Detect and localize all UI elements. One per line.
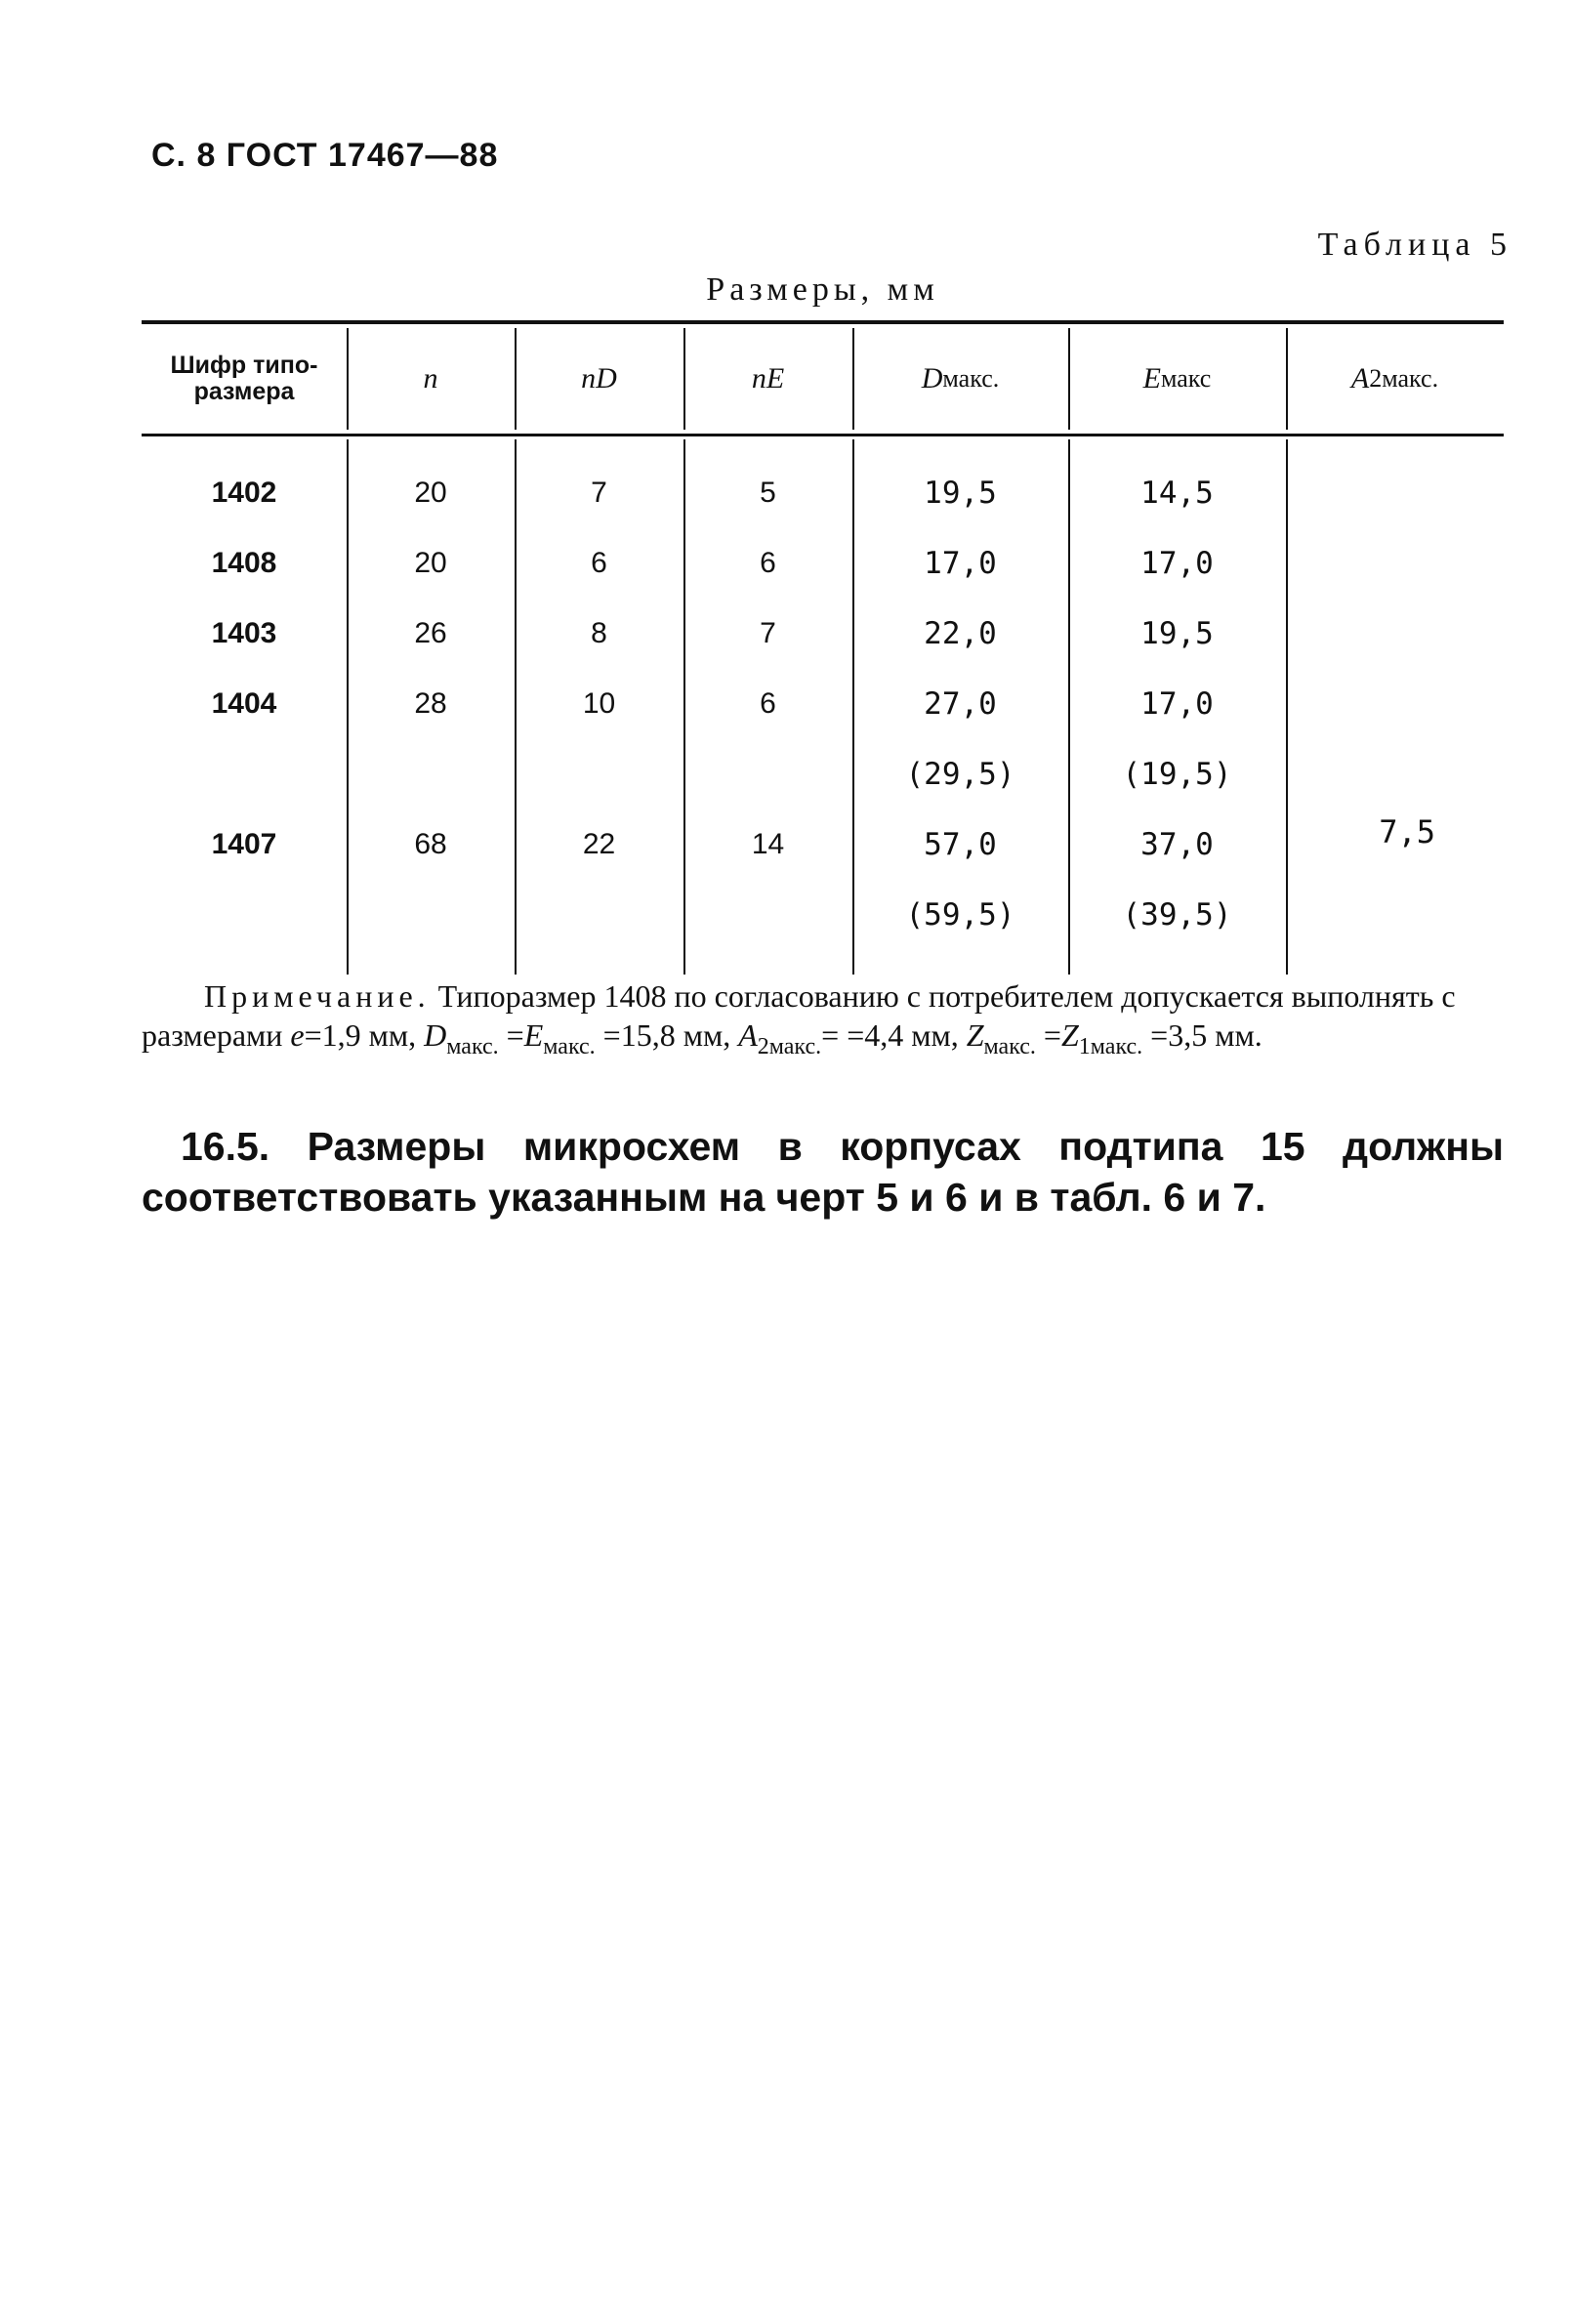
cell-A2-max [1286,458,1504,528]
header-nD-symbol: n [581,362,597,394]
header-n-symbol: n [423,362,438,394]
note-subscript: 2макс. [757,1034,822,1059]
cell-D-max: 17,0 [924,546,997,581]
cell-D-max: (59,5) [905,897,1015,933]
cell-nE [683,739,852,809]
cell-A2-max-value: 7,5 [1379,813,1435,851]
section-paragraph [142,1121,1504,1223]
cell-n [347,880,515,950]
cell-nD [515,880,683,950]
cell-A2-max [1286,669,1504,739]
cell-D-max: 27,0 [924,686,997,722]
note-text: =1,9 мм, [304,1017,425,1053]
table-caption: Размеры, мм [706,271,939,308]
cell-D-max: 22,0 [924,616,997,651]
paragraph-text: 16.5. Размеры микросхем в корпусах подтипа 15 должны соответствовать указанным на черт 5 и 6 и в табл. 6 и 7. [142,1124,1504,1220]
cell-code: 1408 [211,547,277,579]
header-E-symbol: E [1142,362,1161,394]
cell-code: 1402 [211,477,277,509]
cell-E-max: (39,5) [1122,897,1232,933]
header-nE [683,324,852,434]
cell-nD: 22 [582,828,616,860]
header-nD [515,324,683,434]
cell-nE [683,880,852,950]
note-text: = [1035,1017,1061,1053]
cell-n: 26 [414,617,447,649]
note-symbol-D: D [424,1017,447,1053]
cell-nD: 7 [591,477,607,509]
note-symbol-Z1: Z [1060,1017,1079,1053]
column-divider [347,439,349,975]
cell-E-max: 17,0 [1140,546,1214,581]
header-nE-symbol: n [751,362,766,394]
column-divider [1068,439,1070,975]
column-divider [1286,439,1288,975]
header-code: Шифр типо-размера [170,352,318,405]
cell-nD: 10 [582,687,616,720]
column-divider [347,328,349,430]
cell-nD [515,739,683,809]
table-note [142,976,1504,1066]
table-label: Таблица 5 [1317,227,1512,263]
cell-code [142,739,347,809]
cell-D-max: 57,0 [924,827,997,862]
column-divider [683,328,685,430]
cell-code: 1407 [211,828,277,860]
cell-n: 20 [414,477,447,509]
note-lead: Примечание. [204,978,431,1014]
cell-A2-max [1286,528,1504,599]
cell-nD: 6 [591,547,607,579]
header-n [347,324,515,434]
cell-E-max: 17,0 [1140,686,1214,722]
header-D-subscript: макс. [942,364,1000,393]
note-text: = =4,4 мм, [821,1017,967,1053]
cell-A2-max [1286,880,1504,950]
column-divider [1286,328,1288,430]
cell-code: 1403 [211,617,277,649]
header-E-subscript: макс [1160,364,1212,393]
column-divider [852,439,854,975]
cell-D-max: 19,5 [924,476,997,511]
note-symbol-Z: Z [966,1017,984,1053]
cell-A2-max [1286,599,1504,669]
cell-E-max: 14,5 [1140,476,1214,511]
column-divider [515,328,517,430]
cell-n: 28 [414,687,447,720]
column-divider [1068,328,1070,430]
cell-A2-max [1286,739,1504,809]
cell-E-max: 37,0 [1140,827,1214,862]
note-subscript: макс. [446,1034,499,1059]
header-nE-subscript: E [766,362,785,394]
header-A2-max [1286,324,1504,434]
cell-nE: 6 [760,547,776,579]
column-divider [852,328,854,430]
cell-nD: 8 [591,617,607,649]
column-divider [683,439,685,975]
cell-E-max: (19,5) [1122,757,1232,792]
cell-code: 1404 [211,687,277,720]
dimensions-table [142,320,1504,999]
cell-E-max: 19,5 [1140,616,1214,651]
cell-nE: 7 [760,617,776,649]
page-header: С. 8 ГОСТ 17467—88 [151,137,499,174]
note-symbol-A: A [738,1017,758,1053]
header-D-max [852,324,1068,434]
cell-code [142,880,347,950]
cell-nE: 14 [751,828,785,860]
note-subscript: 1макс. [1078,1034,1143,1059]
cell-n: 68 [414,828,447,860]
header-nD-subscript: D [596,362,617,394]
note-subscript: макс. [983,1034,1036,1059]
table-header-rule [142,434,1504,436]
note-text: =3,5 мм. [1142,1017,1263,1053]
note-symbol-e: e [290,1017,305,1053]
header-A2-subscript: 2макс. [1369,364,1439,393]
note-symbol-E: E [523,1017,544,1053]
note-text: = [498,1017,524,1053]
header-A2-symbol: A [1350,362,1370,394]
column-divider [515,439,517,975]
note-text: =15,8 мм, [595,1017,739,1053]
note-subscript: макс. [543,1034,596,1059]
cell-n [347,739,515,809]
note-text: Типоразмер 1408 по согласованию с потребителем допускается выполнять с размерами [142,978,1456,1053]
cell-n: 20 [414,547,447,579]
header-D-symbol: D [921,362,943,394]
cell-nE: 5 [760,477,776,509]
header-E-max [1068,324,1286,434]
cell-D-max: (29,5) [905,757,1015,792]
cell-nE: 6 [760,687,776,720]
